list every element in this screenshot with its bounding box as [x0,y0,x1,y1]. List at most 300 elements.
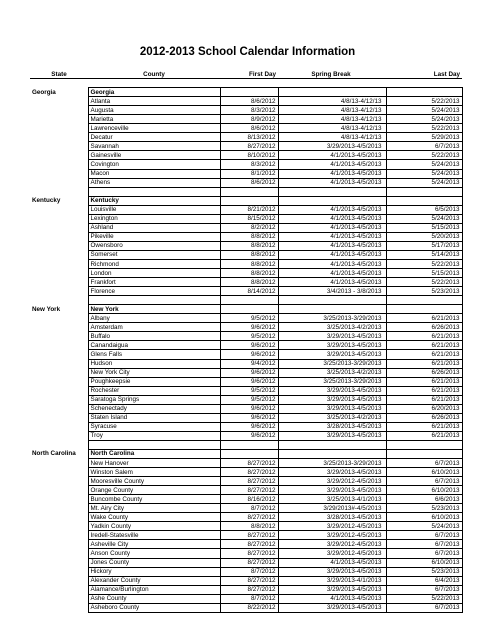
table-row [30,585,462,594]
table-row [30,106,462,115]
table-row [30,97,462,106]
last-day-cell: 6/6/2013 [386,495,462,504]
state-cell [30,106,88,115]
county-cell: New Hanover [88,459,220,468]
county-cell: Owensboro [88,241,220,250]
empty-cell [278,187,386,196]
table-row [30,413,462,422]
county-cell: Orange County [88,486,220,495]
spacer-row [30,440,462,449]
first-day-cell: 8/27/2012 [220,477,278,486]
state-cell [30,531,88,540]
last-day-cell: 6/10/2013 [386,486,462,495]
first-day-cell: 9/6/2012 [220,341,278,350]
state-cell [30,567,88,576]
state-cell [30,459,88,468]
last-day-cell: 6/5/2013 [386,205,462,214]
first-day-cell: 8/8/2012 [220,522,278,531]
state-cell [30,368,88,377]
state-cell [30,178,88,187]
first-day-cell: 8/8/2012 [220,269,278,278]
county-cell: Canandaigua [88,341,220,350]
first-day-cell: 9/6/2012 [220,350,278,359]
state-cell [30,151,88,160]
spacer-row [30,296,462,305]
county-cell: Syracuse [88,422,220,431]
table-row [30,259,462,268]
first-day-cell: 8/7/2012 [220,504,278,513]
table-row [30,477,462,486]
state-heading: Kentucky [88,196,220,205]
state-cell [30,540,88,549]
table-row [30,395,462,404]
empty-cell [220,296,278,305]
state-cell [30,232,88,241]
last-day-cell: 5/20/2013 [386,232,462,241]
state-heading: Georgia [88,88,220,97]
state-cell [30,594,88,603]
state-cell [30,214,88,223]
state-cell [30,241,88,250]
table-row [30,287,462,296]
first-day-cell: 9/6/2012 [220,413,278,422]
table-row [30,133,462,142]
county-cell: Hickory [88,567,220,576]
spring-break-cell: 4/1/2013-4/5/2013 [278,558,386,567]
county-cell: Rochester [88,386,220,395]
county-cell: Yadkin County [88,522,220,531]
county-cell: Augusta [88,106,220,115]
first-day-cell: 9/6/2012 [220,377,278,386]
spring-break-cell: 3/29/2013-4/5/2013 [278,431,386,440]
header-first-day: First Day [220,70,278,79]
header-spring-break: Spring Break [278,70,386,79]
spring-break-cell: 3/29/2013-4/5/2013 [278,468,386,477]
empty-cell [30,440,88,449]
table-row [30,377,462,386]
last-day-cell: 6/10/2013 [386,513,462,522]
empty-cell [220,305,278,314]
county-cell: Richmond [88,259,220,268]
first-day-cell: 9/5/2012 [220,314,278,323]
spring-break-cell: 3/25/2013-3/29/2013 [278,314,386,323]
last-day-cell: 6/21/2013 [386,377,462,386]
first-day-cell: 8/27/2012 [220,540,278,549]
empty-cell [278,440,386,449]
spring-break-cell: 3/29/2013-4/5/2013 [278,386,386,395]
first-day-cell: 8/14/2012 [220,287,278,296]
county-cell: Asheboro County [88,603,220,612]
state-cell [30,486,88,495]
first-day-cell: 8/6/2012 [220,124,278,133]
spring-break-cell: 3/29/2013-4/5/2013 [278,350,386,359]
state-cell [30,413,88,422]
calendar-table-body [30,70,462,612]
spring-break-cell: 4/1/2013-4/5/2013 [278,250,386,259]
state-cell [30,332,88,341]
spring-break-cell: 4/1/2013-4/5/2013 [278,214,386,223]
table-row [30,368,462,377]
spring-break-cell: 3/29/2013#-4/5/2013 [278,504,386,513]
county-cell: New York City [88,368,220,377]
state-cell [30,250,88,259]
table-row [30,332,462,341]
first-day-cell: 8/27/2012 [220,459,278,468]
empty-cell [220,88,278,97]
table-row [30,323,462,332]
state-name: Georgia [32,88,56,96]
county-cell: Pikeville [88,232,220,241]
last-day-cell: 5/15/2013 [386,269,462,278]
state-cell [30,341,88,350]
state-cell [30,160,88,169]
first-day-cell: 8/3/2012 [220,106,278,115]
spring-break-cell: 4/1/2013-4/5/2013 [278,278,386,287]
last-day-cell: 5/24/2013 [386,178,462,187]
state-group-row [30,196,462,205]
table-row [30,151,462,160]
county-cell: Somerset [88,250,220,259]
county-cell: Macon [88,169,220,178]
table-row [30,341,462,350]
last-day-cell: 6/26/2013 [386,413,462,422]
last-day-cell: 5/29/2013 [386,133,462,142]
state-cell [30,495,88,504]
table-row [30,549,462,558]
county-cell: Alexander County [88,576,220,585]
last-day-cell: 5/24/2013 [386,115,462,124]
spring-break-cell: 3/29/2013-4/5/2013 [278,395,386,404]
state-cell [30,133,88,142]
spring-break-cell: 4/8/13-4/12/13 [278,124,386,133]
spring-break-cell: 3/29/2013-4/5/2013 [278,585,386,594]
last-day-cell: 5/24/2013 [386,106,462,115]
state-cell [30,97,88,106]
county-cell: Troy [88,431,220,440]
spring-break-cell: 3/25/2013-3/29/2013 [278,459,386,468]
spring-break-cell: 4/8/13-4/12/13 [278,133,386,142]
last-day-cell: 5/15/2013 [386,223,462,232]
last-day-cell: 5/22/2013 [386,278,462,287]
spring-break-cell: 3/25/2013-4/2/2013 [278,368,386,377]
spring-break-cell: 3/29/2013-4/5/2013 [278,404,386,413]
spring-break-cell: 3/29/2013-4/5/2013 [278,486,386,495]
spring-break-cell: 3/29/2013-4/1/2013 [278,576,386,585]
table-row [30,513,462,522]
first-day-cell: 8/6/2012 [220,97,278,106]
table-row [30,124,462,133]
last-day-cell: 6/21/2013 [386,359,462,368]
spring-break-cell: 4/1/2013-4/5/2013 [278,169,386,178]
last-day-cell: 5/22/2013 [386,259,462,268]
spring-break-cell: 3/29/2013-4/5/2013 [278,142,386,151]
last-day-cell: 6/20/2013 [386,404,462,413]
empty-cell [220,187,278,196]
state-cell [30,205,88,214]
last-day-cell: 5/22/2013 [386,97,462,106]
last-day-cell: 6/7/2013 [386,477,462,486]
table-row [30,567,462,576]
page-title: 2012-2013 School Calendar Information [139,46,356,58]
state-cell [30,115,88,124]
state-cell [30,513,88,522]
county-cell: Schenectady [88,404,220,413]
county-cell: Marietta [88,115,220,124]
first-day-cell: 8/21/2012 [220,205,278,214]
state-cell [30,124,88,133]
spring-break-cell: 4/1/2013-4/5/2013 [278,223,386,232]
state-group-row [30,449,462,458]
last-day-cell: 5/22/2013 [386,594,462,603]
county-cell: Jones County [88,558,220,567]
last-day-cell: 6/26/2013 [386,368,462,377]
last-day-cell: 5/23/2013 [386,287,462,296]
spacer-row [30,79,462,88]
last-day-cell: 5/24/2013 [386,160,462,169]
spring-break-cell: 4/1/2013-4/5/2013 [278,205,386,214]
last-day-cell: 6/7/2013 [386,142,462,151]
state-cell [30,269,88,278]
table-row [30,160,462,169]
county-cell: Saratoga Springs [88,395,220,404]
empty-cell [220,449,278,458]
school-calendar-table [30,70,463,613]
spring-break-cell: 3/29/2013-4/5/2013 [278,332,386,341]
state-name: North Carolina [32,450,76,458]
table-row [30,459,462,468]
spacer-row [30,187,462,196]
spring-break-cell: 3/25/2013-3/29/2013 [278,359,386,368]
last-day-cell: 6/7/2013 [386,459,462,468]
spring-break-cell: 3/29/2012-4/5/2013 [278,477,386,486]
first-day-cell: 8/13/2012 [220,133,278,142]
last-day-cell: 6/10/2013 [386,558,462,567]
empty-cell [386,305,462,314]
first-day-cell: 9/5/2012 [220,332,278,341]
spring-break-cell: 3/29/2012-4/5/2013 [278,540,386,549]
first-day-cell: 9/5/2012 [220,386,278,395]
first-day-cell: 8/2/2012 [220,223,278,232]
county-cell: London [88,269,220,278]
state-cell [30,386,88,395]
first-day-cell: 8/27/2012 [220,531,278,540]
table-row [30,404,462,413]
first-day-cell: 8/27/2012 [220,549,278,558]
county-cell: Savannah [88,142,220,151]
county-cell: Lawrenceville [88,124,220,133]
last-day-cell: 6/21/2013 [386,332,462,341]
table-row [30,522,462,531]
last-day-cell: 6/21/2013 [386,314,462,323]
first-day-cell: 8/27/2012 [220,486,278,495]
spring-break-cell: 4/1/2013-4/5/2013 [278,151,386,160]
empty-cell [30,296,88,305]
table-row [30,223,462,232]
state-heading: North Carolina [88,449,220,458]
table-row [30,178,462,187]
first-day-cell: 8/27/2012 [220,513,278,522]
table-row [30,142,462,151]
county-cell: Amsterdam [88,323,220,332]
county-cell: Winston Salem [88,468,220,477]
table-row [30,269,462,278]
first-day-cell: 8/7/2012 [220,567,278,576]
table-row [30,241,462,250]
spring-break-cell: 4/1/2013-4/5/2013 [278,594,386,603]
spring-break-cell: 3/25/2013-4/1/2013 [278,495,386,504]
last-day-cell: 6/10/2013 [386,468,462,477]
last-day-cell: 6/4/2013 [386,576,462,585]
first-day-cell: 8/27/2012 [220,576,278,585]
state-cell [30,603,88,612]
first-day-cell: 8/27/2012 [220,558,278,567]
table-row [30,422,462,431]
header-state: State [30,70,88,79]
state-cell [30,350,88,359]
table-row [30,205,462,214]
county-cell: Covington [88,160,220,169]
spring-break-cell: 3/29/2012-4/5/2013 [278,549,386,558]
last-day-cell: 5/24/2013 [386,522,462,531]
state-cell [30,259,88,268]
first-day-cell: 9/6/2012 [220,404,278,413]
table-row [30,359,462,368]
county-cell: Wake County [88,513,220,522]
table-row [30,603,462,612]
last-day-cell: 6/7/2013 [386,585,462,594]
state-cell [30,287,88,296]
table-row [30,250,462,259]
empty-cell [30,187,88,196]
table-row [30,486,462,495]
table-row [30,531,462,540]
empty-cell [386,187,462,196]
first-day-cell: 8/1/2012 [220,169,278,178]
state-cell [30,359,88,368]
last-day-cell: 5/22/2013 [386,151,462,160]
county-cell: Florence [88,287,220,296]
county-cell: Frankfort [88,278,220,287]
county-cell: Atlanta [88,97,220,106]
county-cell: Staten Island [88,413,220,422]
state-cell [30,585,88,594]
spring-break-cell: 4/1/2013-4/5/2013 [278,241,386,250]
state-name: New York [32,305,61,313]
spring-break-cell: 3/28/2013-4/5/2013 [278,513,386,522]
empty-cell [88,296,220,305]
header-row [30,70,462,79]
state-cell [30,223,88,232]
first-day-cell: 8/16/2012 [220,495,278,504]
county-cell: Iredell-Statesville [88,531,220,540]
county-cell: Asheville City [88,540,220,549]
empty-cell [386,196,462,205]
first-day-cell: 8/6/2012 [220,178,278,187]
spring-break-cell: 4/1/2013-4/5/2013 [278,269,386,278]
county-cell: Hudson [88,359,220,368]
first-day-cell: 9/4/2012 [220,359,278,368]
first-day-cell: 8/27/2012 [220,585,278,594]
state-cell [30,576,88,585]
last-day-cell: 5/24/2013 [386,214,462,223]
table-row [30,576,462,585]
first-day-cell: 8/8/2012 [220,259,278,268]
last-day-cell: 6/21/2013 [386,431,462,440]
state-cell [30,549,88,558]
last-day-cell: 5/14/2013 [386,250,462,259]
empty-cell [386,449,462,458]
spring-break-cell: 3/25/2013-4/2/2013 [278,413,386,422]
empty-cell [278,196,386,205]
spring-break-cell: 3/4/2013 - 3/8/2013 [278,287,386,296]
first-day-cell: 8/27/2012 [220,142,278,151]
last-day-cell: 6/21/2013 [386,386,462,395]
last-day-cell: 6/21/2013 [386,341,462,350]
table-row [30,594,462,603]
spring-break-cell: 4/1/2013-4/5/2013 [278,160,386,169]
first-day-cell: 8/15/2012 [220,214,278,223]
state-cell [30,278,88,287]
spring-break-cell: 3/25/2013-4/2/2013 [278,323,386,332]
state-cell [30,142,88,151]
spring-break-cell: 3/28/2013-4/5/2013 [278,422,386,431]
state-cell [30,477,88,486]
last-day-cell: 6/26/2013 [386,323,462,332]
county-cell: Buncombe County [88,495,220,504]
first-day-cell: 8/8/2012 [220,241,278,250]
table-row [30,540,462,549]
last-day-cell: 6/7/2013 [386,603,462,612]
state-name: Kentucky [32,197,61,205]
table-row [30,468,462,477]
table-row [30,386,462,395]
empty-cell [278,88,386,97]
last-day-cell: 6/7/2013 [386,531,462,540]
first-day-cell: 8/8/2012 [220,232,278,241]
spring-break-cell: 3/29/2013-4/5/2013 [278,341,386,350]
last-day-cell: 5/22/2013 [386,124,462,133]
spring-break-cell: 4/8/13-4/12/13 [278,106,386,115]
spring-break-cell: 4/1/2013-4/5/2013 [278,178,386,187]
table-row [30,232,462,241]
county-cell: Poughkeepsie [88,377,220,386]
first-day-cell: 8/3/2012 [220,160,278,169]
spring-break-cell: 4/8/13-4/12/13 [278,97,386,106]
table-row [30,495,462,504]
last-day-cell: 5/23/2013 [386,567,462,576]
last-day-cell: 6/21/2013 [386,422,462,431]
state-cell [30,558,88,567]
empty-cell [88,187,220,196]
last-day-cell: 5/24/2013 [386,169,462,178]
empty-cell [386,88,462,97]
spring-break-cell: 4/8/13-4/12/13 [278,115,386,124]
table-row [30,350,462,359]
state-cell [30,377,88,386]
county-cell: Gainesville [88,151,220,160]
county-cell: Mt. Airy City [88,504,220,513]
county-cell: Anson County [88,549,220,558]
empty-cell [88,440,220,449]
first-day-cell: 9/5/2012 [220,395,278,404]
state-cell [30,504,88,513]
spring-break-cell: 3/29/2013-4/5/2013 [278,567,386,576]
last-day-cell: 6/7/2013 [386,540,462,549]
state-cell [30,169,88,178]
first-day-cell: 8/27/2012 [220,468,278,477]
empty-cell [220,196,278,205]
state-cell [30,314,88,323]
